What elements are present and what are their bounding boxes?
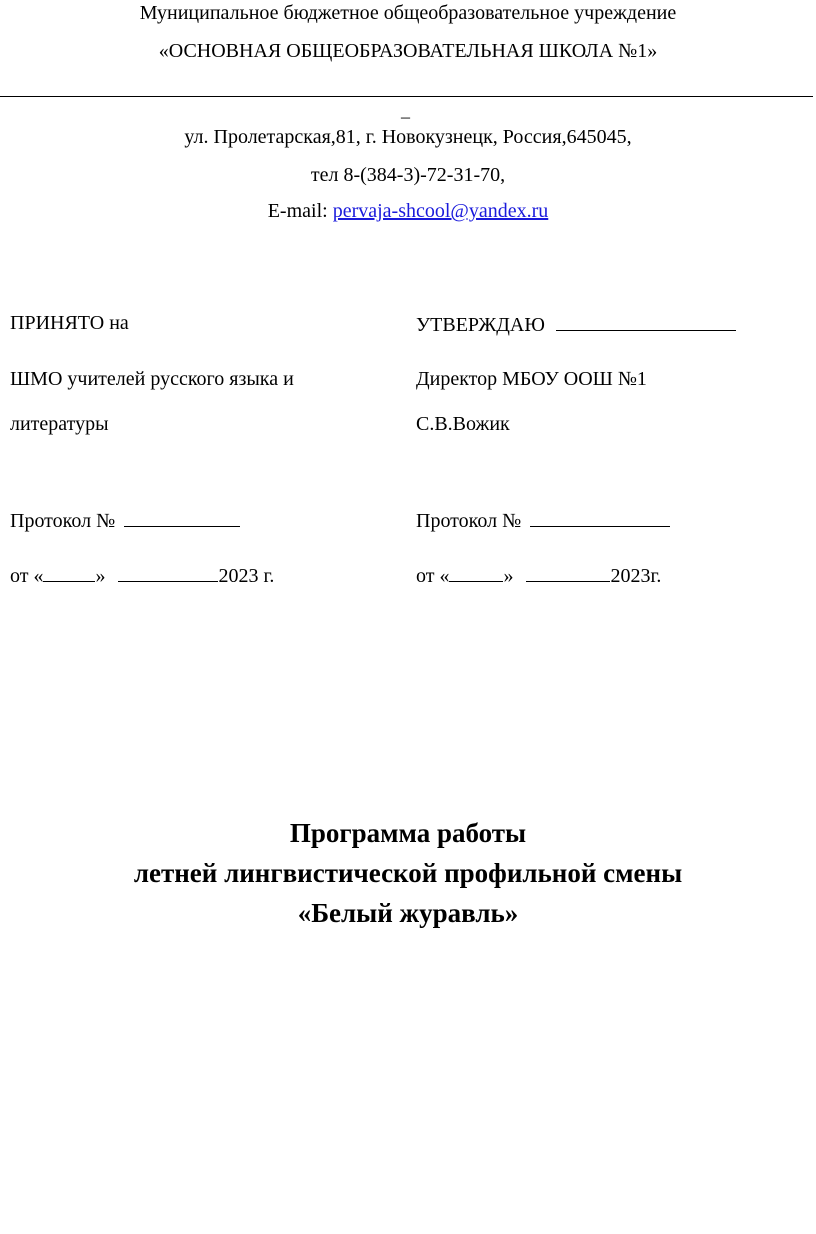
right-date-year: 2023г. [610, 565, 662, 587]
director-name: С.В.Вожик [416, 413, 510, 435]
accepted-body-line1: ШМО учителей русского языка и [10, 368, 294, 390]
school-address: ул. Пролетарская,81, г. Новокузнецк, Россия,645045, [184, 126, 632, 148]
email-link[interactable]: pervaja-shcool@yandex.ru [332, 200, 549, 222]
email-label: E-mail: [267, 200, 333, 222]
school-phone: тел 8-(384-3)-72-31-70, [310, 164, 506, 186]
right-date-month-blank [526, 563, 610, 582]
right-date-prefix: от « [416, 565, 450, 587]
director-position: Директор МБОУ ООШ №1 [416, 368, 647, 390]
right-protocol-number-blank [530, 508, 670, 527]
divider-mark: _ [401, 100, 410, 120]
left-date-mid: » [95, 565, 106, 587]
program-title-line2: летней лингвистической профильной смены [133, 858, 683, 888]
right-protocol [416, 508, 670, 533]
right-date-day-blank [449, 563, 503, 582]
school-email-line [0, 200, 816, 223]
right-protocol-label: Протокол № [416, 510, 522, 532]
program-title-line1: Программа работы [289, 818, 527, 848]
approve-label: УТВЕРЖДАЮ [416, 314, 545, 336]
left-date-day-blank [43, 563, 95, 582]
accepted-label: ПРИНЯТО на [10, 312, 129, 334]
org-name-line1: Муниципальное бюджетное общеобразовательное учреждение [139, 2, 677, 24]
approve-block [416, 312, 736, 337]
approve-signature-blank [556, 312, 736, 331]
program-title-line3: «Белый журавль» [297, 898, 519, 928]
left-date-month-blank [118, 563, 218, 582]
left-protocol-label: Протокол № [10, 510, 116, 532]
header-divider [0, 96, 813, 97]
accepted-body-line2: литературы [10, 413, 109, 435]
left-date-year: 2023 г. [218, 565, 275, 587]
right-date-mid: » [503, 565, 514, 587]
left-date [10, 563, 274, 588]
left-date-prefix: от « [10, 565, 44, 587]
org-name-line2: «ОСНОВНАЯ ОБЩЕОБРАЗОВАТЕЛЬНАЯ ШКОЛА №1» [158, 40, 658, 62]
left-protocol-number-blank [124, 508, 240, 527]
left-protocol [10, 508, 240, 533]
right-date [416, 563, 661, 588]
